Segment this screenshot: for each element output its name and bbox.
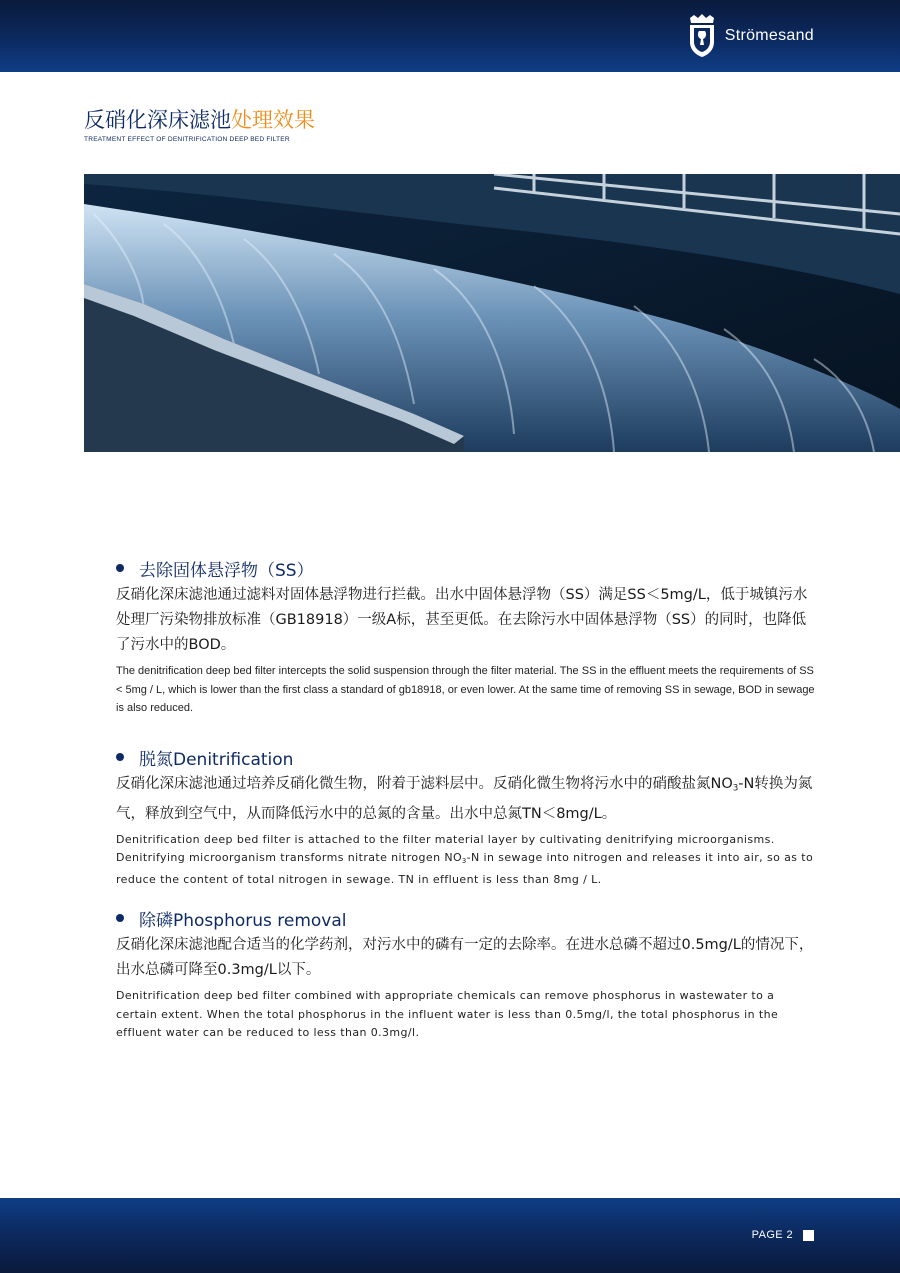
section-ss (116, 555, 816, 718)
section-denitrification (116, 744, 816, 889)
text-part: -N in sewage into nitrogen and releases it into air, so as to reduce the content of total nitrogen in sewage. TN in effluent is less than 8mg / L. (116, 851, 814, 886)
bullet-dot-icon (116, 914, 124, 922)
section-heading (116, 744, 816, 770)
crest-icon (687, 14, 717, 58)
section-text-en: Denitrification deep bed filter combined with appropriate chemicals can remove phosphorus in wastewater to a certain extent. When the total phosphorus in the influent water is less than 0.5mg/l, the total phosphorus in the effluent water can be reduced to less than 0.3mg/l. (116, 989, 779, 1039)
brand-logo (687, 13, 814, 59)
page-title-main: 反硝化深床滤池 (84, 108, 231, 132)
page-title (84, 106, 315, 134)
section-title: 脱氮Denitrification (139, 749, 294, 770)
page-marker-icon (803, 1230, 814, 1241)
bullet-dot-icon (116, 753, 124, 761)
section-text-en (116, 831, 816, 889)
section-phosphorus (116, 905, 816, 1043)
brand-name: Strömesand (724, 27, 814, 44)
page-title-accent: 处理效果 (231, 108, 315, 132)
subscript: 3 (732, 783, 739, 794)
section-title: 去除固体悬浮物（SS） (139, 560, 314, 581)
section-text-zh (116, 772, 816, 827)
text-part: Denitrification deep bed filter is attached to the filter material layer by cultivating denitrifying microorganisms. Denitrifying microorganism transforms nitrate nitrogen NO (116, 832, 775, 865)
page-number: PAGE 2 (751, 1229, 793, 1241)
section-text-en: The denitrification deep bed filter intercepts the solid suspension through the filter material. The SS in the effluent meets the requirements of SS < 5mg / L, which is lower than the first class a standard of gb18918, or even lower. At the same time of removing SS in sewage, BOD in sewage is also reduced. (116, 665, 815, 714)
bullet-dot-icon (116, 564, 124, 572)
section-heading (116, 905, 816, 931)
title-block (84, 106, 315, 143)
hero-illustration (84, 174, 900, 452)
text-part: 反硝化深床滤池通过培养反硝化微生物，附着于滤料层中。反硝化微生物将污水中的硝酸盐氮NO (116, 776, 733, 792)
section-text-zh: 反硝化深床滤池通过滤料对固体悬浮物进行拦截。出水中固体悬浮物（SS）满足SS＜5mg/L，低于城镇污水处理厂污染物排放标准（GB18918）一级A标，甚至更低。在去除污水中固体悬浮物（SS）的同时，也降低了污水中的BOD。 (116, 587, 808, 653)
section-heading (116, 555, 816, 581)
subscript: 3 (462, 857, 467, 866)
section-text-zh: 反硝化深床滤池配合适当的化学药剂，对污水中的磷有一定的去除率。在进水总磷不超过0.5mg/L的情况下，出水总磷可降至0.3mg/L以下。 (116, 937, 814, 978)
section-title: 除磷Phosphorus removal (139, 910, 347, 931)
page-subtitle: TREATMENT EFFECT OF DENITRIFICATION DEEP BED FILTER (84, 136, 290, 143)
hero-image (84, 174, 900, 452)
text-part: -N转换为氮气，释放到空气中，从而降低污水中的总氮的含量。出水中总氮TN＜8mg/L。 (116, 776, 813, 822)
